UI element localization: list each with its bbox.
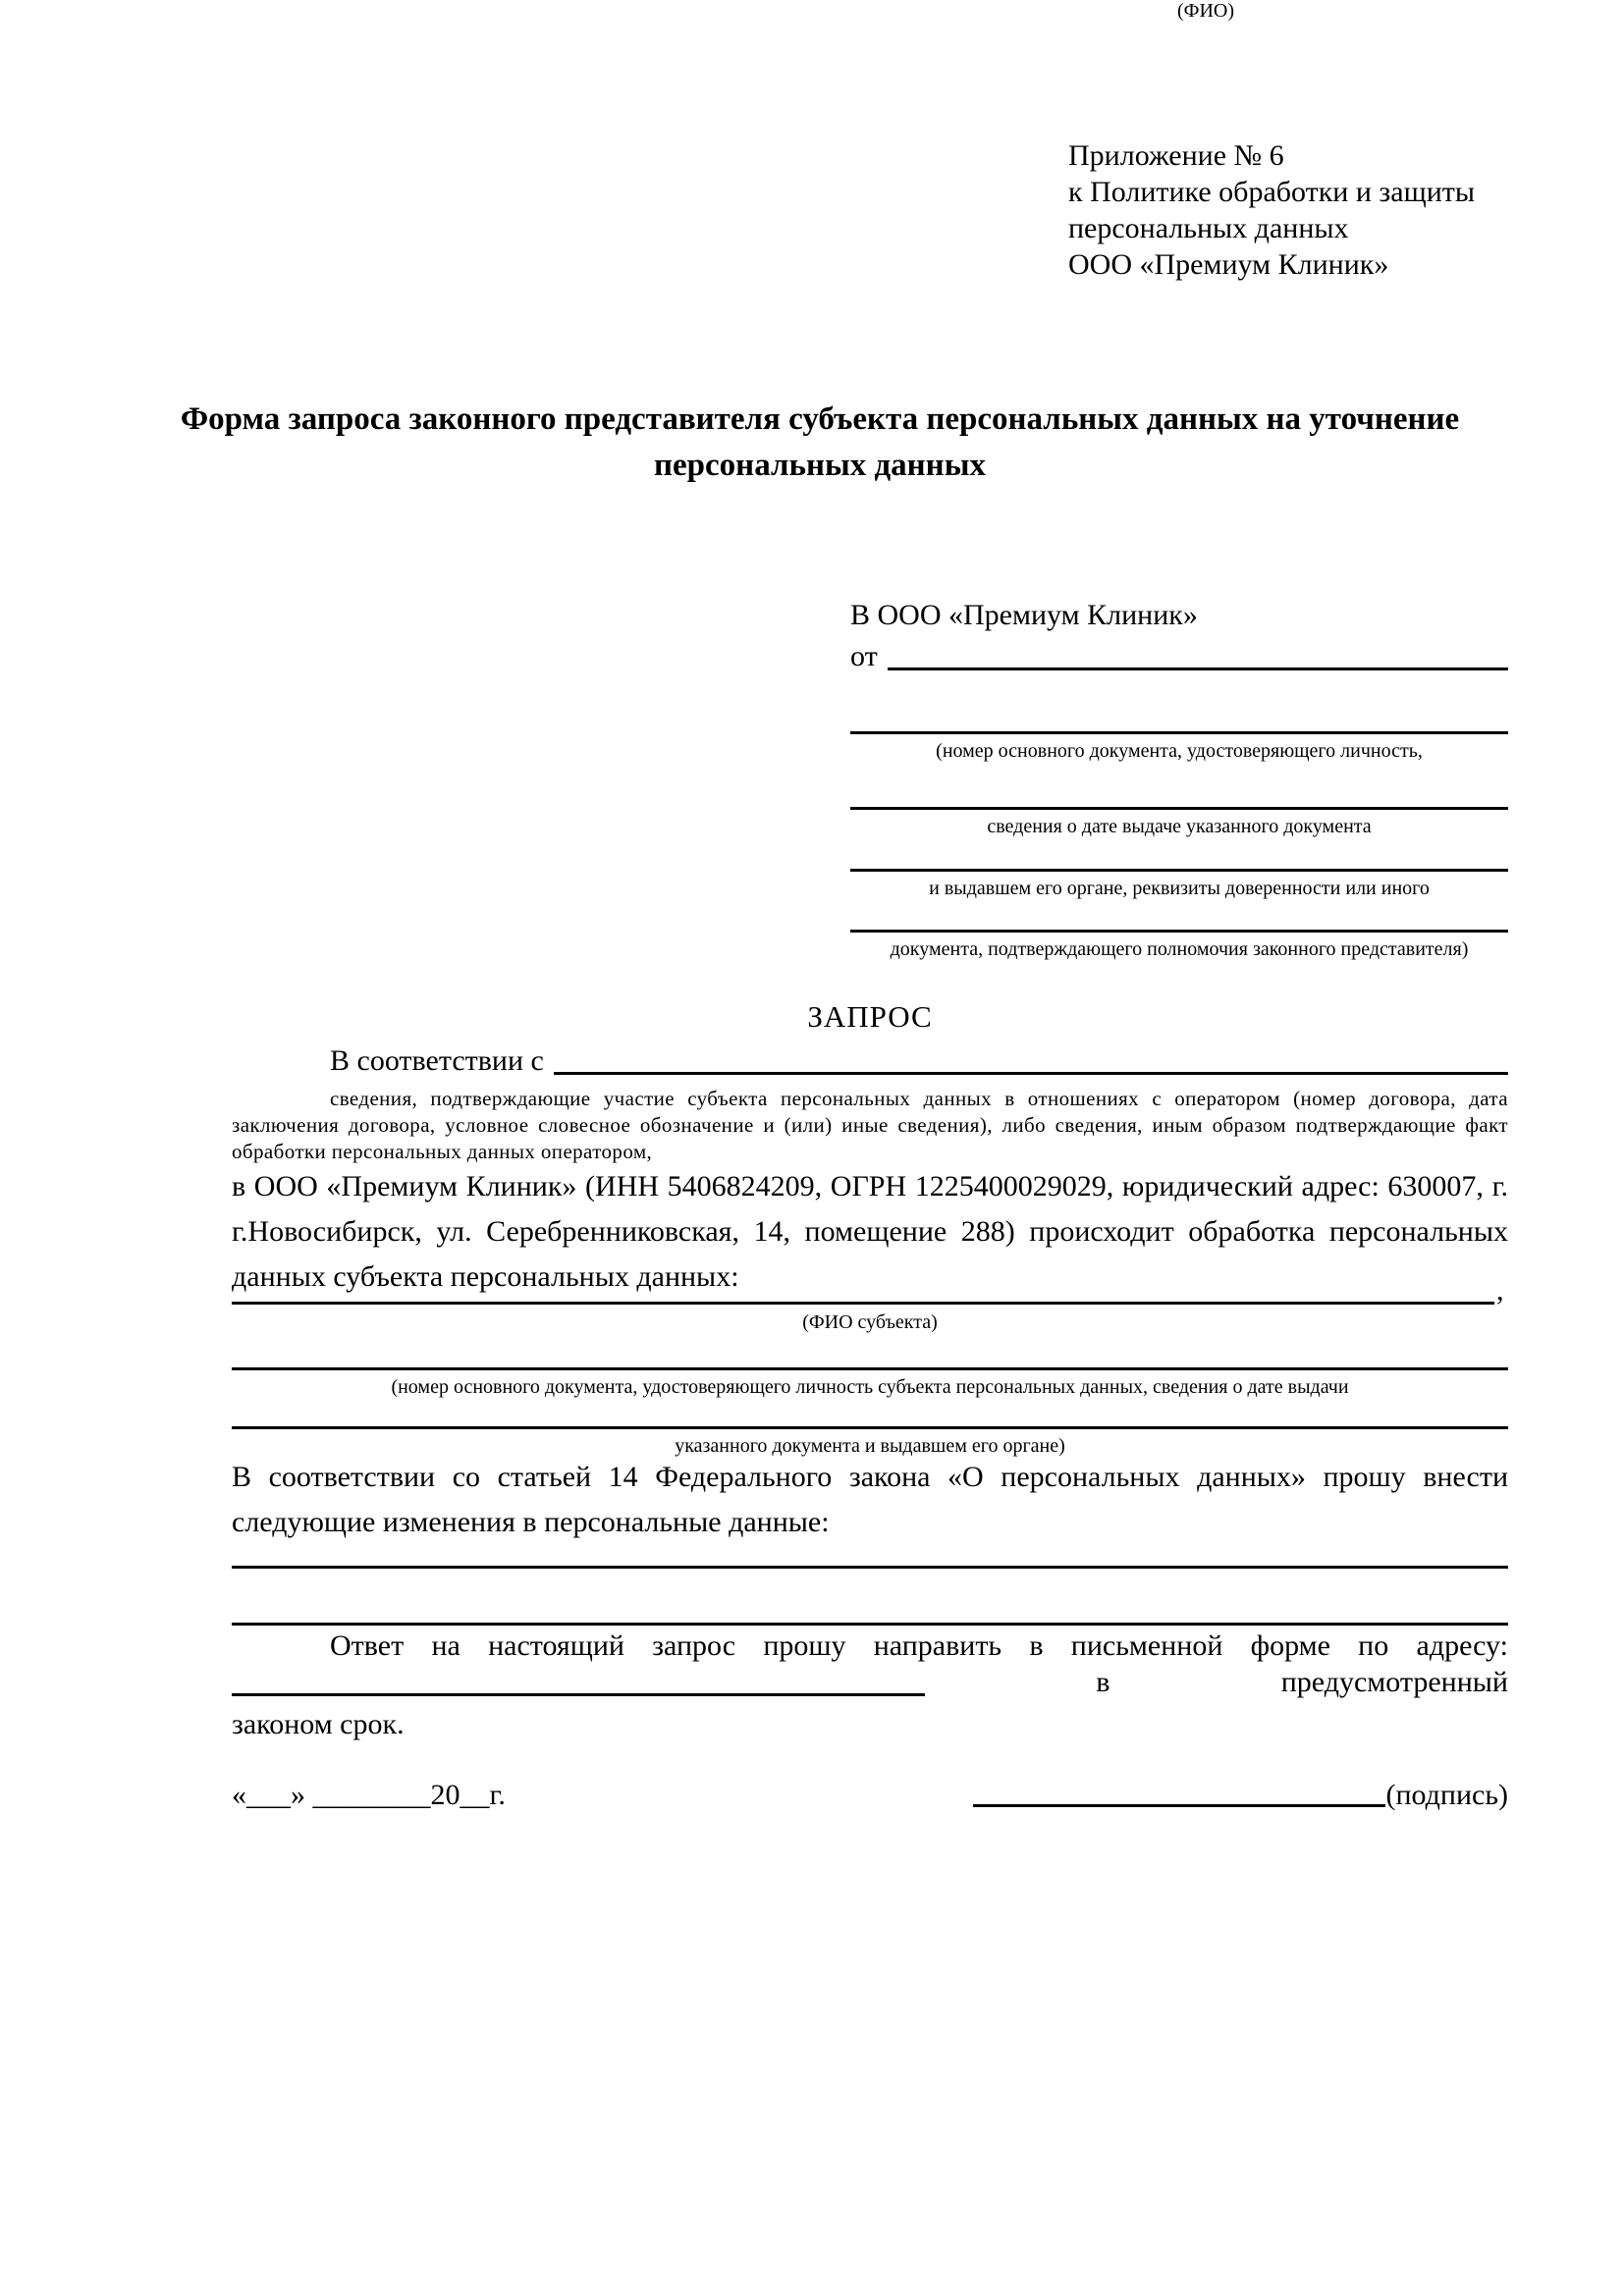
appendix-line: к Политике обработки и защиты [1068,176,1476,208]
changes-fill-line-1 [232,1566,1508,1569]
date-line: «___» ________20__г. [232,1779,506,1811]
footer-row [232,1779,1508,1812]
representative-doc-fill-line-4 [850,930,1508,933]
addressee-organization: В ООО «Премиум Клиник» [850,599,1198,631]
answer-address-row [232,1667,1508,1698]
representative-doc-caption-3: и выдавшем его органе, реквизиты доверенности или иного [929,878,1430,899]
subject-fio-comma: , [1496,1274,1504,1307]
signature-group [973,1779,1508,1812]
subject-doc-caption-1: (номер основного документа, удостоверяющего личность субъекта персональных данных, сведения о дате выдачи [391,1376,1349,1398]
from-fill-in-line [888,667,1508,670]
appendix-block [1068,137,1475,283]
from-label: от [850,640,878,672]
answer-word-tail: предусмотренный [1280,1666,1508,1698]
request-heading: ЗАПРОС [807,999,933,1034]
representative-doc-caption-2: сведения о дате выдаче указанного документа [987,816,1372,837]
representative-doc-caption-1: (номер основного документа, удостоверяющего личность, [936,740,1423,762]
basis-caption: сведения, подтверждающие участие субъекта персональных данных в отношениях с оператором (номер договора, дата заключения договора, условное словесное обозначение и (или) иные сведения), либо сведения, иным образом подтверждающие факт обработки персональных данных оператором, [232,1087,1508,1163]
subject-fio-fill-line [232,1302,1494,1305]
appendix-line: Приложение № 6 [1068,139,1284,172]
signature-caption: (подпись) [1385,1779,1508,1811]
addressee-from-row [850,636,1508,673]
basis-fill-in-line [554,1072,1508,1075]
subject-doc-fill-line-1 [232,1367,1508,1370]
representative-doc-fill-line-1 [850,731,1508,734]
answer-word-v: в [1096,1666,1110,1698]
representative-doc-fill-line-2 [850,807,1508,810]
appendix-line: ООО «Премиум Клиник» [1068,248,1389,281]
subject-doc-caption-2: указанного документа и выдавшем его органе) [675,1435,1065,1457]
answer-address-fill-line [232,1693,925,1696]
signature-fill-line [973,1804,1385,1807]
representative-doc-caption-4: документа, подтверждающего полномочия законного представителя) [890,938,1469,960]
basis-prefix: В соответствии с [330,1044,544,1077]
fio-caption: (ФИО) [1176,0,1234,22]
appendix-line: персональных данных [1068,212,1349,244]
representative-doc-fill-line-3 [850,869,1508,872]
answer-paragraph-closing: законом срок. [232,1708,405,1740]
subject-fio-caption: (ФИО субъекта) [802,1311,938,1333]
answer-paragraph-line1: Ответ на настоящий запрос прошу направить в письменной форме по адресу: [330,1629,1508,1662]
subject-doc-fill-line-2 [232,1426,1508,1429]
law-paragraph: В соответствии со статьей 14 Федерального закона «О персональных данных» прошу внести следующие изменения в персональные данные: [232,1461,1508,1538]
request-basis-row [232,1039,1508,1078]
changes-fill-line-2 [232,1623,1508,1626]
operator-paragraph: в ООО «Премиум Клиник» (ИНН 5406824209, ОГРН 1225400029029, юридический адрес: 630007, г. г.Новосибирск, ул. Серебренниковская, 14, помещение 288) происходит обработка персональных данных субъекта персональных данных: [232,1170,1508,1293]
form-title: Форма запроса законного представителя субъекта персональных данных на уточнение персональных данных [180,401,1460,483]
